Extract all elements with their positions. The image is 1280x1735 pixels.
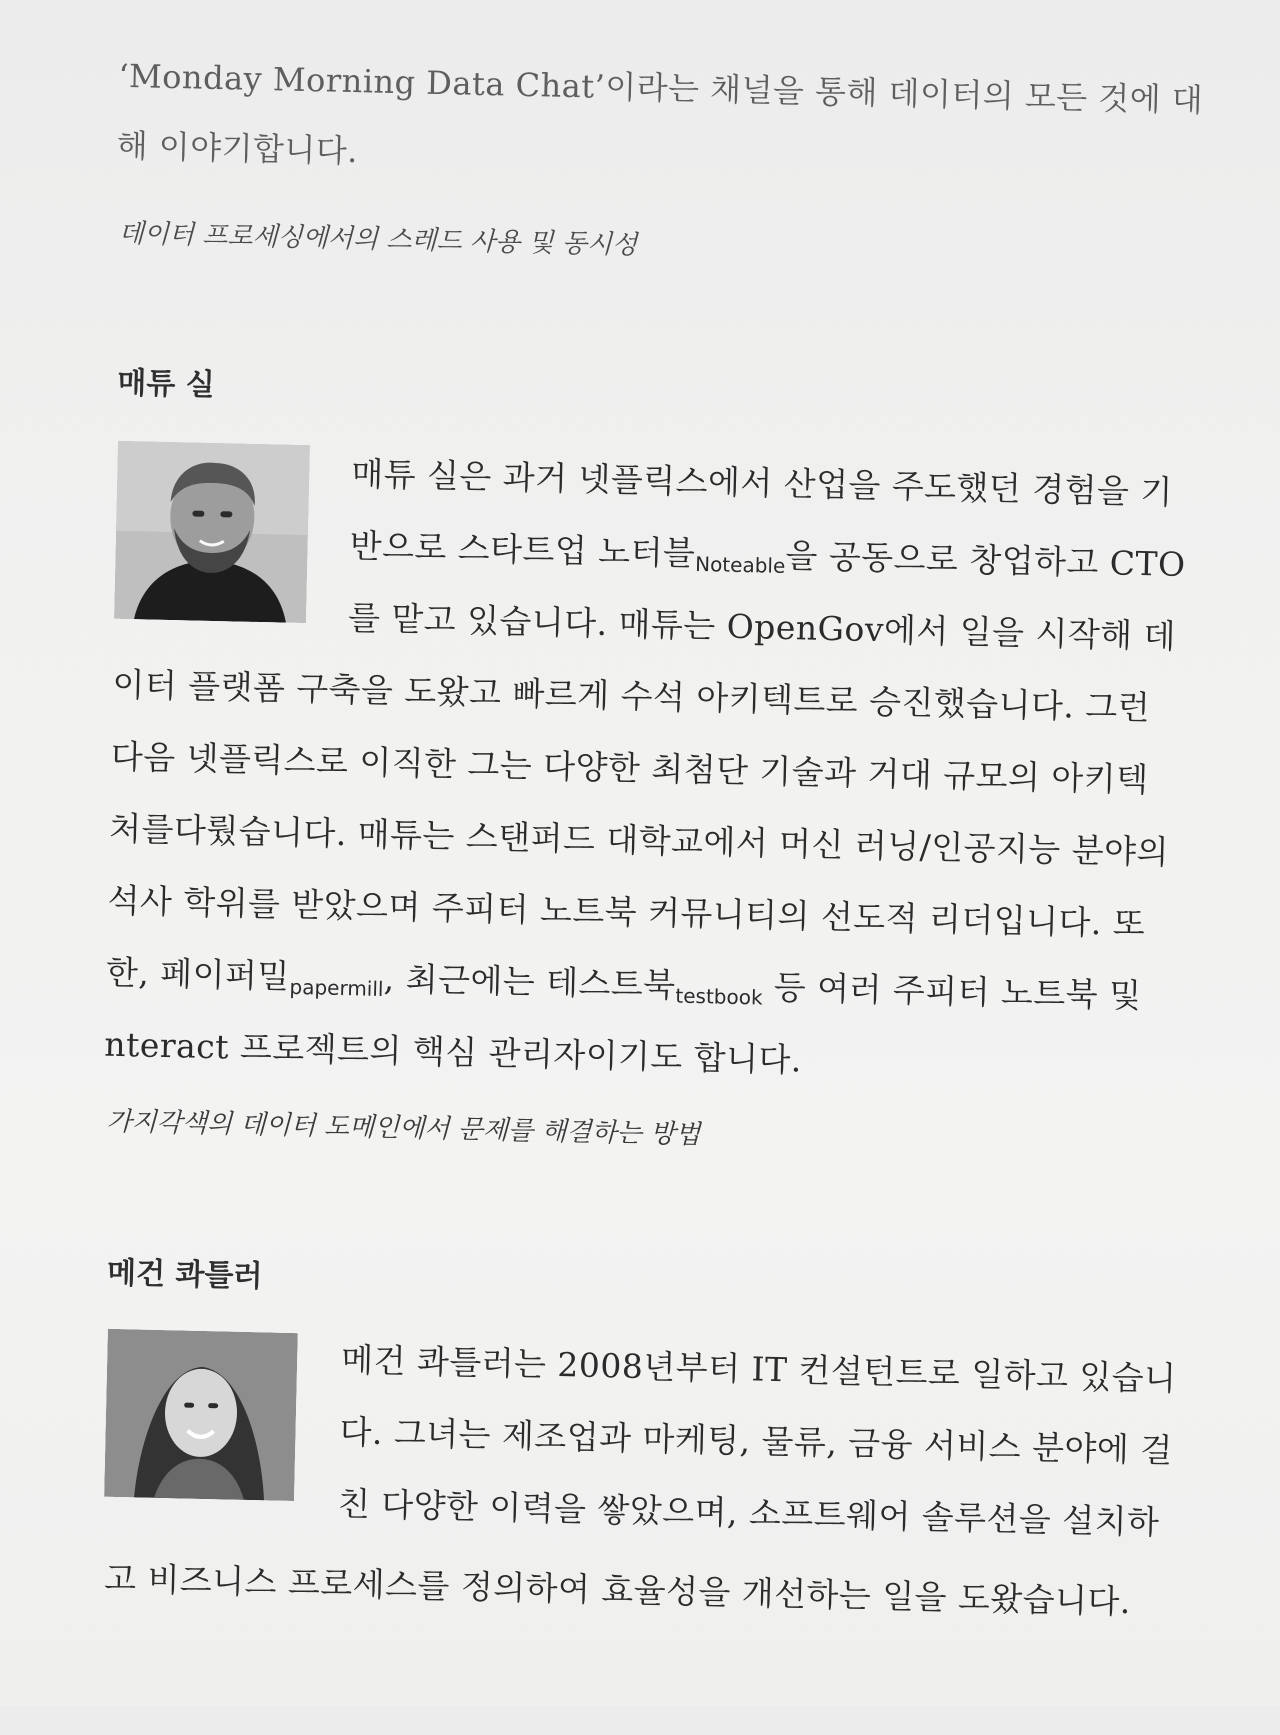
author-name-matthew: 매튜 실 bbox=[116, 365, 216, 403]
intro-line-2: 해 이야기합니다. bbox=[116, 126, 359, 171]
bio1-line-3: 를 맡고 있습니다. 매튜는 OpenGov에서 일을 시작해 데 bbox=[347, 598, 1177, 656]
bio1-line-8-tail: 등 여러 주피터 노트북 및 bbox=[762, 967, 1142, 1016]
author-name-megan: 메건 콰틀러 bbox=[106, 1255, 263, 1295]
bio2-line-3: 친 다양한 이력을 쌓았으며, 소프트웨어 솔루션을 설치하 bbox=[337, 1484, 1160, 1542]
intro-line-1: ‘Monday Morning Data Chat’이라는 채널을 통해 데이터의 모든 것에 대 bbox=[117, 56, 1204, 120]
bio1-line-1: 매튜 실은 과거 넷플릭스에서 산업을 주도했던 경험을 기 bbox=[350, 454, 1174, 512]
noteable-term: Noteable bbox=[694, 551, 786, 578]
bio1-line-8 bbox=[105, 947, 1142, 1018]
bio1-line-7: 석사 학위를 받았으며 주피터 노트북 커뮤니티의 선도적 리더입니다. 또 bbox=[107, 880, 1146, 944]
author-photo-matthew bbox=[114, 441, 310, 623]
bio1-line-4: 이터 플랫폼 구축을 도왔고 빠르게 수석 아키텍트로 승진했습니다. 그런 bbox=[112, 664, 1151, 728]
bio2-line-1: 메건 콰틀러는 2008년부터 IT 컨설턴트로 일하고 있습니 bbox=[340, 1340, 1178, 1399]
bio1-line-8-mid: , 최근에는 테스트북 bbox=[383, 958, 677, 1005]
author-photo-megan bbox=[104, 1329, 298, 1501]
bio1-line-5: 다음 넷플릭스로 이직한 그는 다양한 최첨단 기술과 거대 규모의 아키텍 bbox=[110, 736, 1149, 800]
testbook-term: testbook bbox=[675, 983, 763, 1010]
bio1-line-2 bbox=[349, 520, 1186, 587]
bio2-line-2: 다. 그녀는 제조업과 마케팅, 물류, 금융 서비스 분야에 걸 bbox=[339, 1412, 1174, 1470]
bio1-line-9: nteract 프로젝트의 핵심 관리자이기도 합니다. bbox=[103, 1024, 803, 1080]
bio2-line-4: 고 비즈니스 프로세스를 정의하여 효율성을 개선하는 일을 도왔습니다. bbox=[103, 1558, 1132, 1622]
intro-book-title: 데이터 프로세싱에서의 스레드 사용 및 동시성 bbox=[118, 218, 638, 261]
papermill-term: papermill bbox=[289, 974, 384, 1001]
bio1-book-title: 가지각색의 데이터 도메인에서 문제를 해결하는 방법 bbox=[106, 1106, 701, 1151]
bio1-line-2-text: 반으로 스타트업 노터블 bbox=[349, 526, 696, 573]
bio1-line-6: 처를다뤘습니다. 매튜는 스탠퍼드 대학교에서 머신 러닝/인공지능 분야의 bbox=[108, 808, 1170, 872]
bio1-line-2-tail: 을 공동으로 창업하고 CTO bbox=[785, 535, 1187, 585]
bio1-line-8-text: 한, 페이퍼밀 bbox=[105, 952, 291, 996]
